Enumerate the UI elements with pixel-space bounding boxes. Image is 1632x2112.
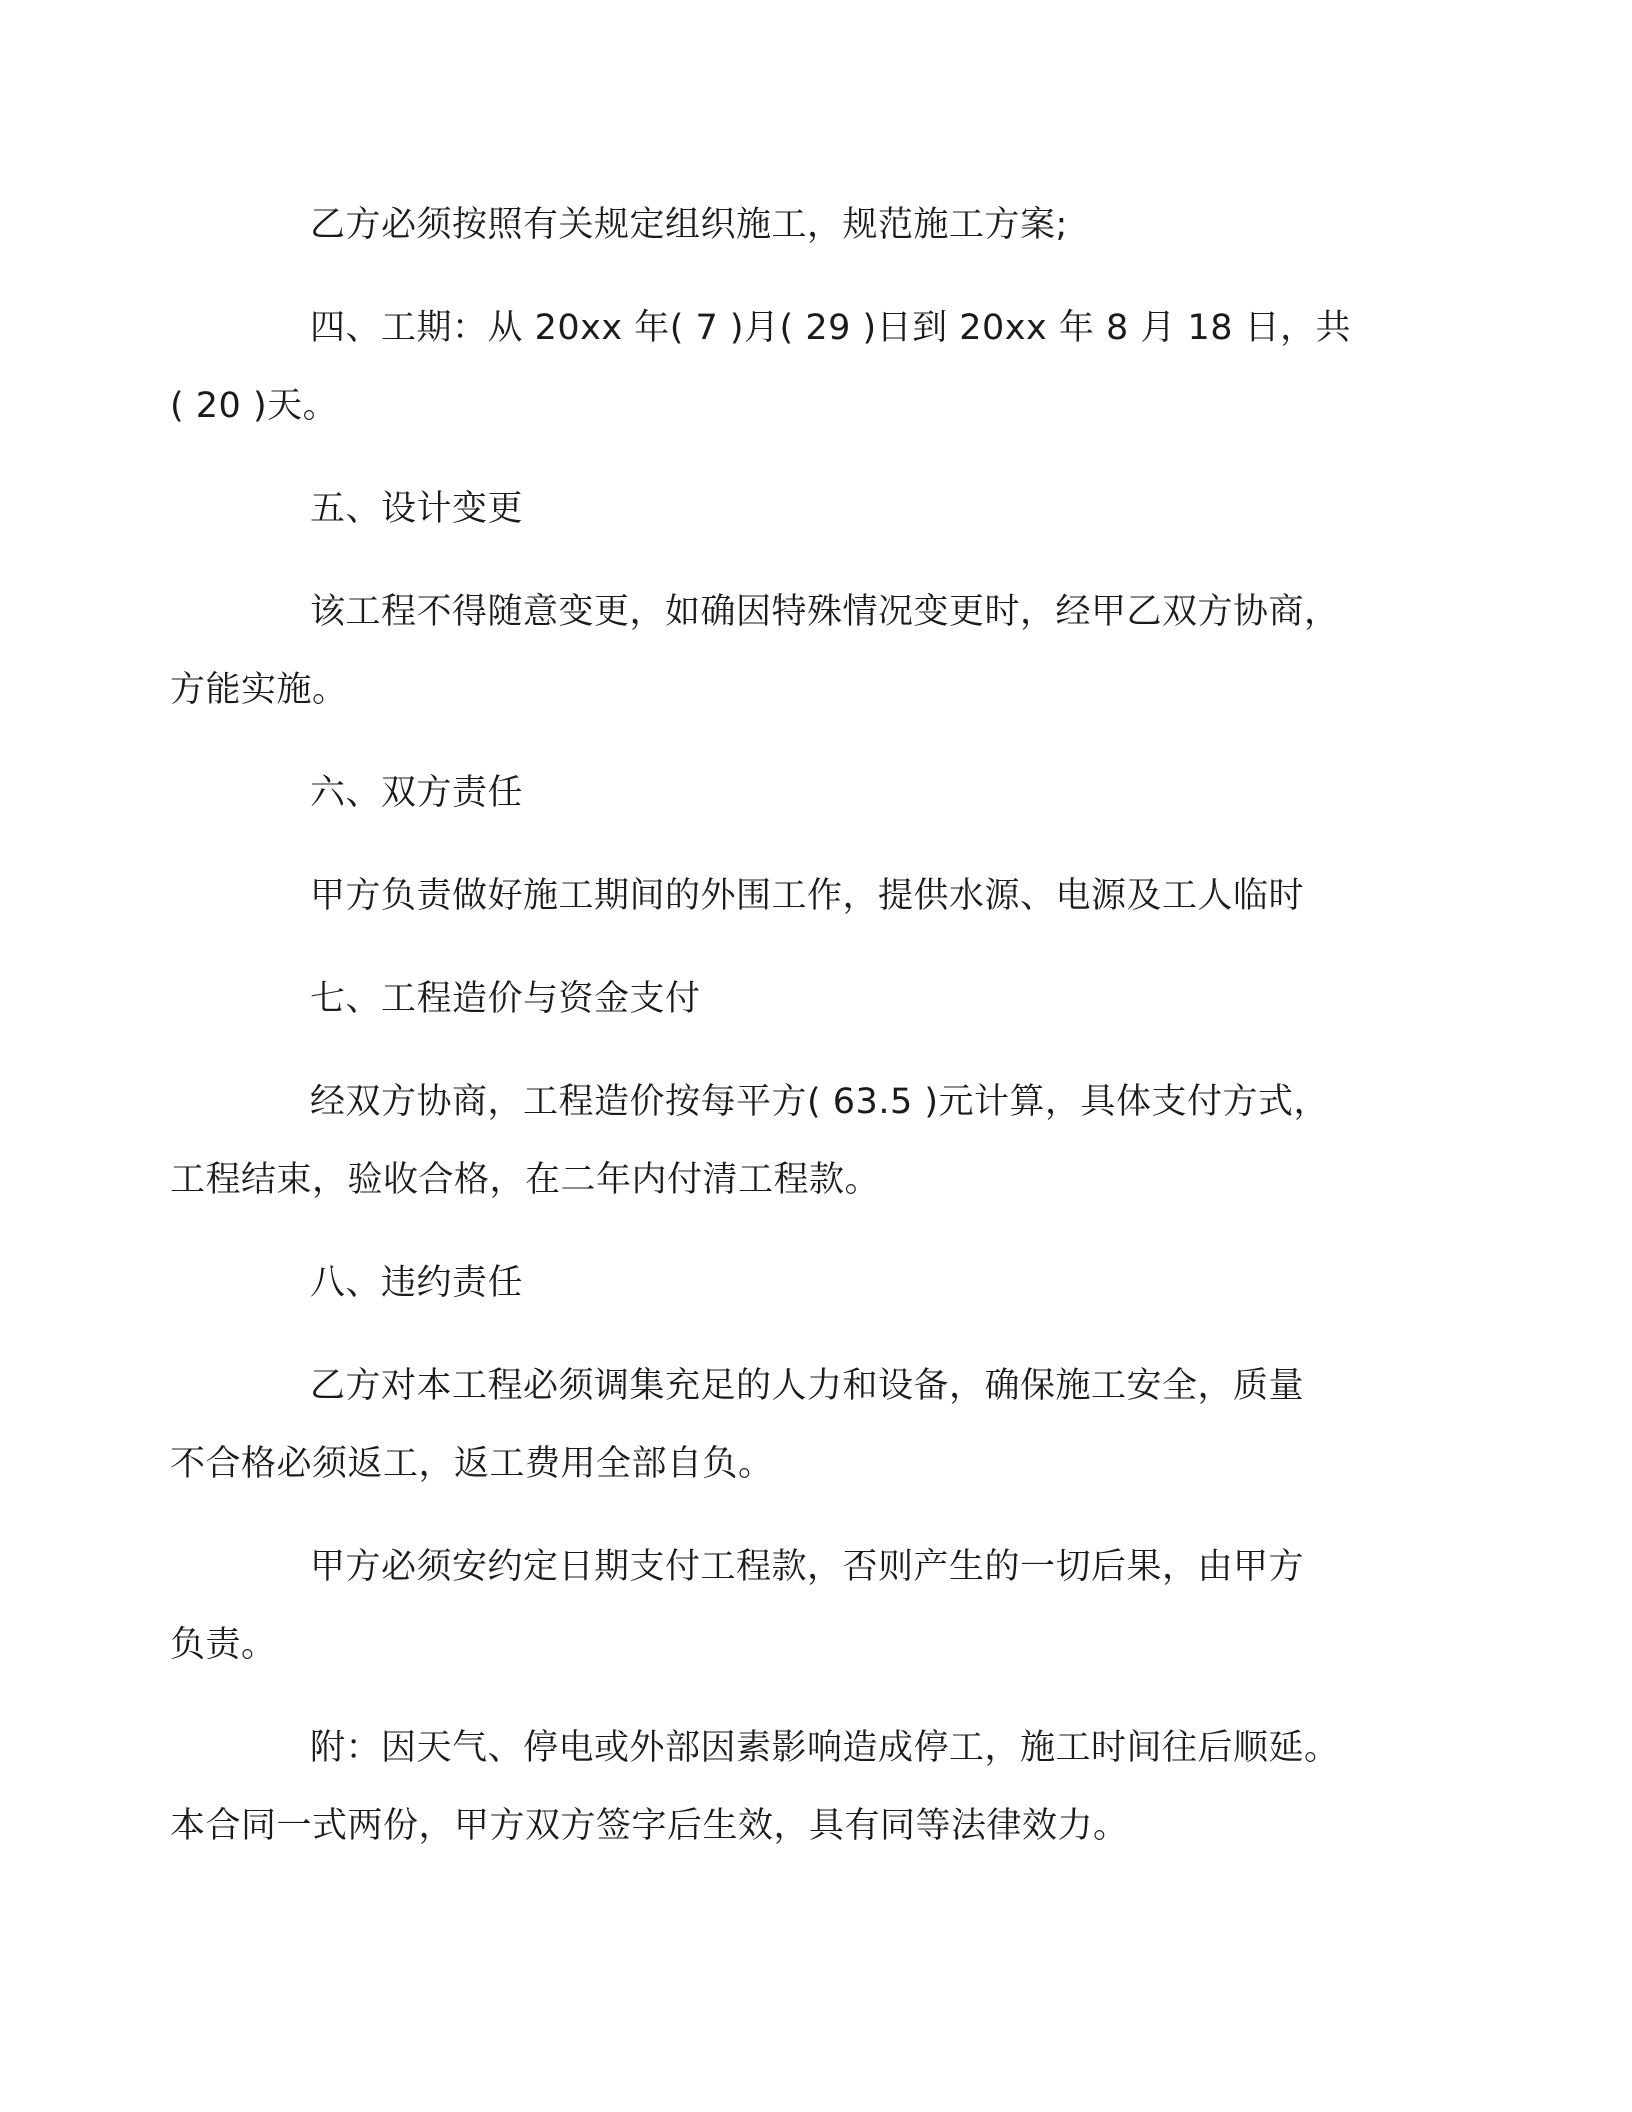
paragraph-line: 附：因天气、停电或外部因素影响造成停工，施工时间往后顺延。 (310, 1728, 1340, 1768)
paragraph-responsibilities (240, 857, 1396, 935)
paragraph-party-b-duty (170, 1347, 1396, 1503)
paragraph-line: 不合格必须返工，返工费用全部自负。 (170, 1444, 774, 1484)
paragraph-line: 甲方负责做好施工期间的外围工作，提供水源、电源及工人临时 (310, 876, 1305, 916)
paragraph-line: 本合同一式两份，甲方双方签字后生效，具有同等法律效力。 (170, 1806, 1129, 1846)
section-heading: 五、设计变更 (310, 489, 524, 529)
section-heading: 六、双方责任 (310, 773, 524, 813)
paragraph-schedule (170, 289, 1396, 445)
paragraph-cost-payment (170, 1063, 1396, 1219)
paragraph-line: 乙方必须按照有关规定组织施工，规范施工方案; (310, 205, 1068, 245)
paragraph-line: 方能实施。 (170, 670, 348, 710)
paragraph-line: ( 20 )天。 (170, 386, 339, 426)
paragraph-line: 经双方协商，工程造价按每平方( 63.5 )元计算，具体支付方式， (310, 1082, 1329, 1122)
paragraph-line: 该工程不得随意变更，如确因特殊情况变更时，经甲乙双方协商， (310, 592, 1340, 632)
heading-breach (240, 1244, 1396, 1322)
paragraph-construction-rules (240, 186, 1396, 264)
document-body (170, 186, 1396, 1890)
paragraph-line: 乙方对本工程必须调集充足的人力和设备，确保施工安全，质量 (310, 1366, 1305, 1406)
heading-responsibilities (240, 754, 1396, 832)
paragraph-line: 四、工期：从 20xx 年( 7 )月( 29 )日到 20xx 年 8 月 18 日，共 (310, 308, 1352, 348)
section-heading: 八、违约责任 (310, 1263, 524, 1303)
paragraph-appendix (170, 1709, 1396, 1865)
paragraph-design-change (170, 573, 1396, 729)
paragraph-line: 甲方必须安约定日期支付工程款，否则产生的一切后果，由甲方 (310, 1547, 1305, 1587)
section-heading: 七、工程造价与资金支付 (310, 979, 701, 1019)
paragraph-line: 负责。 (170, 1625, 277, 1665)
heading-design-change (240, 470, 1396, 548)
heading-cost-payment (240, 960, 1396, 1038)
paragraph-party-a-duty (170, 1528, 1396, 1684)
paragraph-line: 工程结束，验收合格，在二年内付清工程款。 (170, 1160, 881, 1200)
